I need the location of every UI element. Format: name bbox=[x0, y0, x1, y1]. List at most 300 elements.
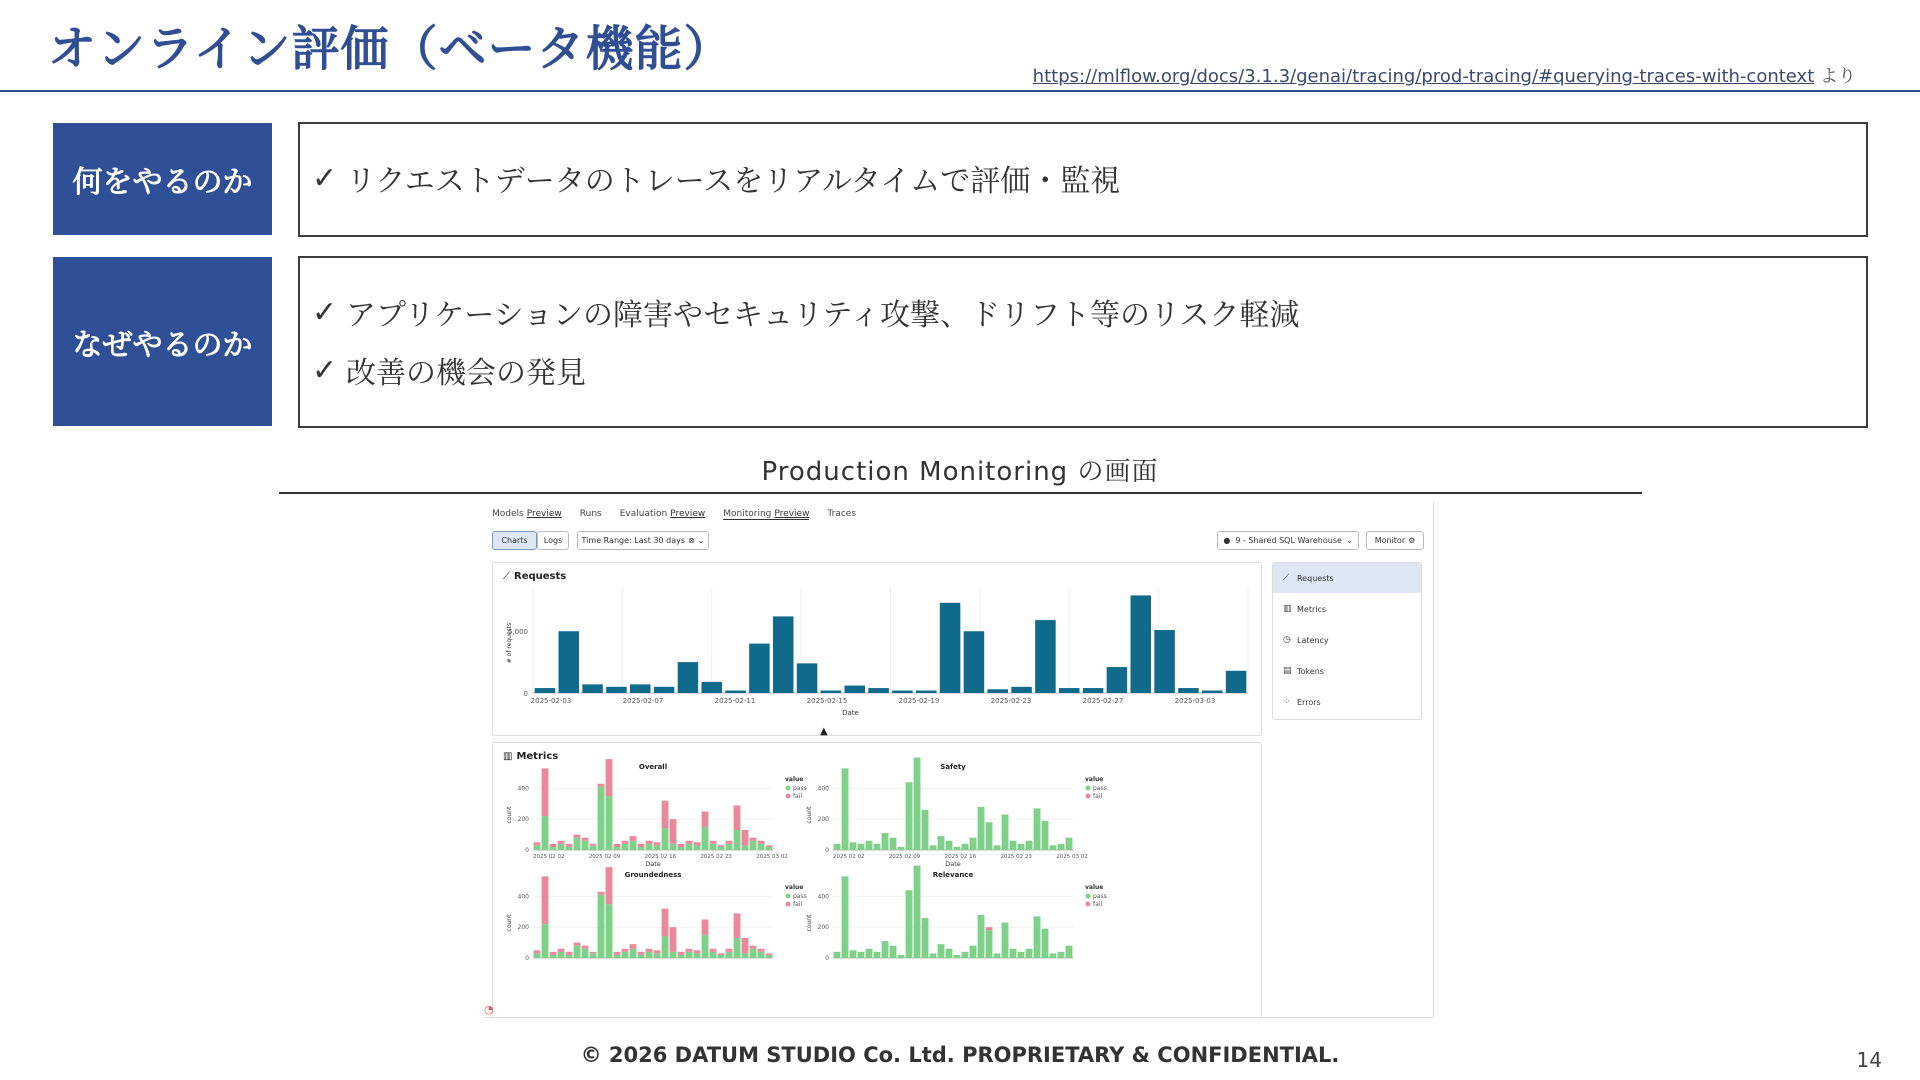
pass-bar bbox=[734, 938, 741, 958]
legend-pass-swatch bbox=[786, 786, 791, 791]
pass-bar bbox=[1066, 946, 1073, 958]
pass-bar bbox=[954, 955, 961, 958]
y-tick-label: 400 bbox=[817, 893, 829, 901]
fail-bar bbox=[670, 819, 677, 844]
fail-bar bbox=[670, 927, 677, 952]
sidebar-item-tokens[interactable]: ▤ Tokens bbox=[1283, 666, 1324, 676]
why-label: なぜやるのか bbox=[53, 257, 272, 426]
metrics-title: ▥ Metrics bbox=[503, 751, 559, 762]
pass-bar bbox=[646, 844, 653, 850]
what-box bbox=[298, 122, 1868, 237]
pass-bar bbox=[1002, 923, 1009, 958]
y-axis-label: count bbox=[506, 806, 513, 824]
pass-bar bbox=[742, 953, 749, 958]
pass-bar bbox=[566, 955, 573, 958]
legend-title: value bbox=[785, 776, 804, 783]
pass-bar bbox=[542, 924, 549, 958]
y-tick-label: 400 bbox=[517, 893, 529, 901]
x-tick-label: 2025 03 02 bbox=[1056, 854, 1088, 860]
pass-bar bbox=[938, 944, 945, 958]
screenshot-caption: Production Monitoring の画面 bbox=[761, 457, 1159, 487]
x-tick-label: 2025-02-27 bbox=[1082, 697, 1124, 705]
sidebar-item-requests[interactable]: ⟋ Requests bbox=[1273, 563, 1421, 593]
fail-bar bbox=[654, 842, 661, 845]
pass-bar bbox=[1010, 949, 1017, 958]
x-tick-label: 2025-02-07 bbox=[622, 697, 664, 705]
y-tick-label: 5,000 bbox=[507, 628, 528, 637]
request-bar bbox=[535, 688, 555, 693]
request-bar bbox=[1154, 630, 1174, 693]
chart-title: Groundedness bbox=[624, 871, 682, 879]
fail-bar bbox=[702, 920, 709, 935]
fail-bar bbox=[726, 949, 733, 952]
monitor-button[interactable]: Monitor ⚙ bbox=[1366, 531, 1424, 550]
pass-bar bbox=[1034, 916, 1041, 958]
request-bar bbox=[1202, 691, 1222, 693]
pass-bar bbox=[850, 950, 857, 958]
tab-traces[interactable]: Traces bbox=[827, 509, 857, 519]
tab-monitoring[interactable]: Monitoring Preview bbox=[723, 509, 810, 519]
legend-pass-swatch bbox=[786, 894, 791, 899]
legend-fail-label: fail bbox=[793, 793, 803, 800]
pass-bar bbox=[1058, 952, 1065, 958]
bar-chart-icon: ▥ bbox=[1283, 604, 1292, 614]
fail-bar bbox=[566, 952, 573, 955]
fail-bar bbox=[582, 946, 589, 949]
pass-bar bbox=[858, 952, 865, 958]
source-reference bbox=[1033, 62, 1856, 88]
y-tick-label: 400 bbox=[517, 785, 529, 793]
x-tick-label: 2025 02 02 bbox=[833, 854, 865, 860]
pass-bar bbox=[710, 952, 717, 958]
pass-bar bbox=[710, 844, 717, 850]
pass-bar bbox=[874, 844, 881, 850]
x-axis-label: Date bbox=[842, 709, 859, 717]
source-suffix: より bbox=[1820, 66, 1856, 87]
pass-bar bbox=[622, 844, 629, 850]
request-bar bbox=[749, 644, 769, 693]
pass-bar bbox=[550, 847, 557, 850]
pass-bar bbox=[630, 841, 637, 850]
pass-bar bbox=[574, 838, 581, 850]
check-icon: ✓ bbox=[312, 352, 338, 388]
pass-bar bbox=[750, 841, 757, 850]
pass-bar bbox=[1050, 953, 1057, 958]
x-tick-label: 2025 02 02 bbox=[533, 854, 565, 860]
fail-bar bbox=[590, 952, 597, 954]
pass-bar bbox=[686, 844, 693, 850]
legend-fail-swatch bbox=[786, 794, 791, 799]
logs-button[interactable]: Logs bbox=[537, 531, 569, 550]
fail-bar bbox=[718, 845, 725, 847]
pass-bar bbox=[1018, 952, 1025, 958]
why-item-text: 改善の機会の発見 bbox=[346, 356, 586, 391]
fail-bar bbox=[662, 909, 669, 937]
chevron-down-icon: ⌄ bbox=[1345, 536, 1353, 545]
tab-evaluation[interactable]: Evaluation Preview bbox=[619, 509, 706, 519]
warehouse-select[interactable]: ● 9 - Shared SQL Warehouse ⌄ bbox=[1217, 531, 1359, 550]
pass-bar bbox=[930, 953, 937, 958]
pass-bar bbox=[702, 935, 709, 958]
legend-fail-label: fail bbox=[1093, 793, 1103, 800]
x-tick-label: 2025-02-11 bbox=[714, 697, 756, 705]
pass-bar bbox=[890, 946, 897, 958]
pass-bar bbox=[1026, 841, 1033, 850]
request-bar bbox=[1131, 595, 1151, 693]
pass-bar bbox=[758, 952, 765, 958]
chart-title: Overall bbox=[638, 763, 668, 771]
pass-bar bbox=[638, 847, 645, 850]
request-bar bbox=[630, 684, 650, 693]
pass-bar bbox=[922, 918, 929, 958]
fail-bar bbox=[734, 913, 741, 938]
fail-bar bbox=[550, 844, 557, 847]
pass-bar bbox=[970, 838, 977, 850]
request-bar bbox=[892, 691, 912, 693]
pass-bar bbox=[930, 845, 937, 850]
legend-fail-swatch bbox=[1086, 902, 1091, 907]
request-bar bbox=[1035, 620, 1055, 693]
pass-bar bbox=[550, 955, 557, 958]
fail-bar bbox=[686, 949, 693, 952]
y-tick-label: 0 bbox=[825, 955, 829, 962]
pass-bar bbox=[582, 949, 589, 958]
pass-bar bbox=[614, 955, 621, 958]
request-bar bbox=[582, 684, 602, 693]
fail-bar bbox=[622, 841, 629, 844]
fail-bar bbox=[702, 812, 709, 827]
fail-bar bbox=[750, 946, 757, 949]
pass-bar bbox=[906, 890, 913, 958]
pass-bar bbox=[702, 827, 709, 850]
requests-chart bbox=[493, 563, 1261, 735]
pass-bar bbox=[1026, 949, 1033, 958]
why-item-text: アプリケーションの障害やセキュリティ攻撃、ドリフト等のリスク軽減 bbox=[346, 298, 1300, 333]
request-bar bbox=[725, 691, 745, 693]
fail-bar bbox=[630, 836, 637, 841]
pass-bar bbox=[938, 836, 945, 850]
pass-bar bbox=[874, 952, 881, 958]
fail-bar bbox=[534, 950, 541, 953]
request-bar bbox=[559, 631, 579, 693]
caption-divider bbox=[279, 492, 1642, 494]
pass-bar bbox=[986, 822, 993, 850]
fail-bar bbox=[694, 842, 701, 845]
fail-bar bbox=[558, 949, 565, 952]
pass-bar bbox=[1010, 841, 1017, 850]
pass-bar bbox=[994, 953, 1001, 958]
pass-bar bbox=[734, 830, 741, 850]
request-bar bbox=[964, 631, 984, 693]
request-bar bbox=[797, 663, 817, 693]
fail-bar bbox=[598, 892, 605, 895]
pass-bar bbox=[646, 952, 653, 958]
clear-icon[interactable]: ⊗ bbox=[688, 536, 695, 545]
pass-bar bbox=[718, 955, 725, 958]
metrics-charts bbox=[493, 743, 1261, 1018]
page-number: 14 bbox=[1856, 1048, 1882, 1072]
pass-bar bbox=[1034, 808, 1041, 850]
requests-title: ⟋ Requests bbox=[503, 571, 567, 582]
pass-bar bbox=[574, 946, 581, 958]
legend-fail-label: fail bbox=[793, 901, 803, 908]
pass-bar bbox=[898, 847, 905, 850]
line-chart-icon: ⟋ bbox=[503, 571, 510, 582]
fail-bar bbox=[646, 841, 653, 844]
fail-bar bbox=[742, 830, 749, 845]
tab-runs[interactable]: Runs bbox=[579, 509, 602, 519]
line-chart-icon: ⟋ bbox=[1283, 573, 1290, 583]
status-dot-icon: ● bbox=[1223, 536, 1231, 545]
legend-title: value bbox=[1085, 884, 1104, 891]
fail-bar bbox=[718, 953, 725, 955]
pass-bar bbox=[914, 758, 921, 850]
request-bar bbox=[678, 662, 698, 693]
fail-bar bbox=[678, 844, 685, 847]
request-bar bbox=[1011, 687, 1031, 693]
pass-bar bbox=[590, 845, 597, 850]
what-item-text: リクエストデータのトレースをリアルタイムで評価・監視 bbox=[346, 164, 1121, 199]
request-bar bbox=[1107, 667, 1127, 693]
fail-bar bbox=[710, 841, 717, 844]
y-tick-label: 0 bbox=[523, 690, 528, 698]
pass-bar bbox=[670, 844, 677, 850]
fail-bar bbox=[734, 805, 741, 830]
clock-icon: ◷ bbox=[1283, 635, 1291, 645]
pass-bar bbox=[742, 845, 749, 850]
pass-bar bbox=[962, 952, 969, 958]
request-bar bbox=[821, 691, 841, 693]
title-divider bbox=[0, 90, 1920, 92]
fail-bar bbox=[758, 949, 765, 952]
bar-chart-icon: ▥ bbox=[503, 751, 513, 762]
why-item bbox=[312, 348, 586, 392]
mouse-cursor-icon: ▲ bbox=[820, 726, 828, 737]
requests-panel bbox=[492, 562, 1262, 736]
fail-bar bbox=[582, 838, 589, 841]
y-axis-label: # of requests bbox=[506, 622, 513, 664]
pass-bar bbox=[686, 952, 693, 958]
tab-bar bbox=[492, 509, 856, 520]
fail-bar bbox=[606, 759, 613, 796]
y-axis-label: count bbox=[806, 806, 813, 824]
pass-bar bbox=[866, 841, 873, 850]
request-bar bbox=[773, 616, 793, 693]
legend-pass-label: pass bbox=[1093, 893, 1107, 900]
pass-bar bbox=[1058, 844, 1065, 850]
x-tick-label: 2025 02 23 bbox=[1000, 854, 1032, 860]
error-icon: ⁘ bbox=[1283, 697, 1291, 707]
pass-bar bbox=[834, 844, 841, 850]
fail-bar bbox=[574, 835, 581, 838]
request-bar bbox=[988, 689, 1008, 693]
pass-bar bbox=[622, 952, 629, 958]
fail-bar bbox=[638, 844, 645, 847]
what-label: 何をやるのか bbox=[53, 123, 272, 235]
legend-pass-label: pass bbox=[793, 785, 807, 792]
y-tick-label: 0 bbox=[525, 847, 529, 854]
y-tick-label: 200 bbox=[817, 816, 829, 824]
fail-bar bbox=[606, 867, 613, 904]
legend-fail-swatch bbox=[786, 902, 791, 907]
pass-bar bbox=[1042, 929, 1049, 958]
check-icon: ✓ bbox=[312, 294, 338, 330]
pass-bar bbox=[638, 955, 645, 958]
pass-bar bbox=[662, 828, 669, 850]
pass-bar bbox=[766, 847, 773, 850]
legend-pass-label: pass bbox=[793, 893, 807, 900]
pass-bar bbox=[598, 787, 605, 850]
fail-bar bbox=[710, 949, 717, 952]
pass-bar bbox=[1018, 844, 1025, 850]
request-bar bbox=[868, 688, 888, 693]
pass-bar bbox=[606, 904, 613, 958]
pass-bar bbox=[558, 952, 565, 958]
request-bar bbox=[1059, 688, 1079, 693]
pass-bar bbox=[694, 953, 701, 958]
pass-bar bbox=[906, 782, 913, 850]
y-tick-label: 400 bbox=[817, 785, 829, 793]
y-tick-label: 200 bbox=[517, 816, 529, 824]
gear-icon: ⚙ bbox=[1408, 536, 1416, 545]
pass-bar bbox=[534, 953, 541, 958]
slide-title: オンライン評価（ベータ機能） bbox=[48, 21, 733, 77]
fail-bar bbox=[542, 876, 549, 924]
x-tick-label: 2025 02 23 bbox=[700, 854, 732, 860]
fail-bar bbox=[742, 938, 749, 953]
legend-fail-label: fail bbox=[1093, 901, 1103, 908]
token-icon: ▤ bbox=[1283, 666, 1292, 676]
pass-bar bbox=[834, 952, 841, 958]
fail-bar bbox=[566, 844, 573, 847]
request-bar bbox=[845, 686, 865, 693]
source-link[interactable]: https://mlflow.org/docs/3.1.3/genai/tracing/prod-tracing/#querying-traces-with-context bbox=[1032, 66, 1815, 87]
pass-bar bbox=[582, 841, 589, 850]
pass-bar bbox=[1042, 821, 1049, 850]
request-bar bbox=[1226, 671, 1246, 693]
footer-copyright: © 2026 DATUM STUDIO Co. Ltd. PROPRIETARY & CONFIDENTIAL. bbox=[580, 1043, 1340, 1067]
fail-bar bbox=[542, 768, 549, 816]
sidebar-item-latency[interactable]: ◷ Latency bbox=[1283, 635, 1329, 645]
pass-bar bbox=[542, 816, 549, 850]
fail-bar bbox=[646, 949, 653, 952]
pass-bar bbox=[898, 955, 905, 958]
tab-models[interactable]: Models Preview bbox=[492, 509, 562, 519]
pass-bar bbox=[758, 844, 765, 850]
assistant-icon[interactable]: ◔ bbox=[484, 1003, 494, 1016]
fail-bar bbox=[986, 927, 993, 930]
time-range-select[interactable]: Time Range: Last 30 days ⊗ ⌄ bbox=[577, 531, 709, 550]
fail-bar bbox=[758, 841, 765, 844]
fail-bar bbox=[654, 950, 661, 953]
pass-bar bbox=[726, 952, 733, 958]
fail-bar bbox=[614, 844, 621, 847]
why-item bbox=[312, 290, 1299, 334]
pass-bar bbox=[842, 876, 849, 958]
fail-bar bbox=[622, 949, 629, 952]
request-bar bbox=[1083, 688, 1103, 693]
pass-bar bbox=[606, 796, 613, 850]
pass-bar bbox=[726, 844, 733, 850]
charts-button[interactable]: Charts bbox=[492, 531, 537, 550]
pass-bar bbox=[654, 845, 661, 850]
pass-bar bbox=[614, 847, 621, 850]
x-axis-label: Date bbox=[945, 860, 961, 868]
fail-bar bbox=[686, 841, 693, 844]
fail-bar bbox=[534, 842, 541, 845]
legend-fail-swatch bbox=[1086, 794, 1091, 799]
pass-bar bbox=[882, 941, 889, 958]
chevron-down-icon: ⌄ bbox=[697, 536, 705, 545]
why-box bbox=[298, 256, 1868, 428]
pass-bar bbox=[558, 844, 565, 850]
pass-bar bbox=[1002, 815, 1009, 850]
y-axis-label: count bbox=[806, 914, 813, 932]
pass-bar bbox=[662, 936, 669, 958]
pass-bar bbox=[978, 807, 985, 850]
fail-bar bbox=[662, 801, 669, 829]
pass-bar bbox=[978, 915, 985, 958]
legend-title: value bbox=[1085, 776, 1104, 783]
chart-title: Safety bbox=[940, 763, 966, 771]
fail-bar bbox=[750, 838, 757, 841]
pass-bar bbox=[866, 949, 873, 958]
pass-bar bbox=[946, 841, 953, 850]
pass-bar bbox=[678, 847, 685, 850]
pass-bar bbox=[1050, 845, 1057, 850]
pass-bar bbox=[994, 845, 1001, 850]
pass-bar bbox=[922, 810, 929, 850]
pass-bar bbox=[678, 955, 685, 958]
y-axis-label: count bbox=[506, 914, 513, 932]
x-axis-label: Date bbox=[645, 860, 661, 868]
fail-bar bbox=[766, 953, 773, 955]
y-tick-label: 200 bbox=[817, 924, 829, 932]
pass-bar bbox=[590, 953, 597, 958]
sidebar-item-metrics[interactable]: ▥ Metrics bbox=[1283, 604, 1327, 614]
monitoring-screenshot bbox=[484, 501, 1434, 1018]
fail-bar bbox=[550, 952, 557, 955]
fail-bar bbox=[694, 950, 701, 953]
fail-bar bbox=[598, 784, 605, 787]
y-tick-label: 0 bbox=[525, 955, 529, 962]
sidebar-item-errors[interactable]: ⁘ Errors bbox=[1283, 697, 1321, 707]
pass-bar bbox=[534, 845, 541, 850]
pass-bar bbox=[850, 842, 857, 850]
pass-bar bbox=[1066, 838, 1073, 850]
pass-bar bbox=[970, 946, 977, 958]
y-tick-label: 0 bbox=[825, 847, 829, 854]
legend-pass-label: pass bbox=[1093, 785, 1107, 792]
fail-bar bbox=[678, 952, 685, 955]
legend-pass-swatch bbox=[1086, 786, 1091, 791]
x-tick-label: 2025-02-03 bbox=[530, 697, 572, 705]
x-tick-label: 2025 02 16 bbox=[944, 854, 977, 860]
x-tick-label: 2025 02 16 bbox=[644, 854, 677, 860]
fail-bar bbox=[638, 952, 645, 955]
pass-bar bbox=[750, 949, 757, 958]
fail-bar bbox=[766, 845, 773, 847]
request-bar bbox=[654, 687, 674, 693]
fail-bar bbox=[574, 943, 581, 946]
pass-bar bbox=[882, 833, 889, 850]
legend-title: value bbox=[785, 884, 804, 891]
pass-bar bbox=[946, 949, 953, 958]
y-tick-label: 200 bbox=[517, 924, 529, 932]
what-item bbox=[312, 156, 1120, 200]
pass-bar bbox=[954, 847, 961, 850]
fail-bar bbox=[590, 844, 597, 846]
